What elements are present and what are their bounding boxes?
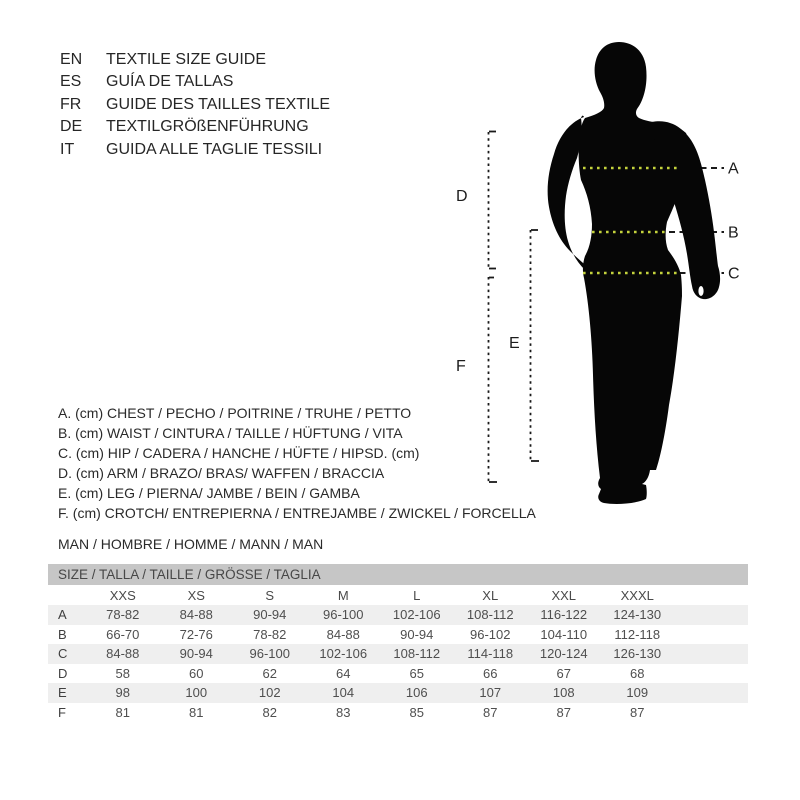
table-cell: 98: [115, 685, 130, 701]
row-label: D: [58, 665, 68, 681]
size-table: [48, 564, 748, 722]
column-header: XS: [187, 587, 205, 603]
language-code: EN: [60, 51, 83, 68]
table-row: [48, 664, 748, 684]
table-cell: 87: [556, 704, 571, 720]
table-cell: 108-112: [393, 646, 441, 662]
column-header: L: [413, 587, 421, 603]
table-cell: 116-122: [540, 607, 588, 623]
table-cell: 65: [409, 665, 424, 681]
table-cell: 102-106: [392, 607, 441, 623]
table-cell: 102: [258, 685, 281, 701]
table-cell: 62: [262, 665, 277, 681]
table-cell: 66: [483, 665, 498, 681]
language-code: FR: [60, 95, 82, 113]
column-header: XL: [482, 587, 499, 603]
table-cell: 66-70: [106, 626, 140, 642]
column-header: XXXL: [620, 587, 654, 603]
table-cell: 87: [483, 704, 498, 720]
table-row: [48, 703, 748, 723]
table-cell: 109: [626, 685, 649, 701]
table-row: [48, 644, 748, 664]
table-cell: 104-110: [540, 626, 588, 642]
table-cell: 84-88: [106, 646, 140, 662]
label-a: A: [728, 160, 739, 178]
language-code: IT: [60, 140, 75, 158]
measurement-legend: [58, 403, 536, 554]
column-header: M: [337, 587, 349, 603]
table-cell: 107: [479, 685, 502, 701]
table-cell: 58: [115, 665, 130, 681]
table-row: [48, 625, 748, 645]
language-title: GUIDA ALLE TAGLIE TESSILI: [106, 140, 323, 158]
table-cell: 78-82: [253, 626, 287, 642]
table-cell: 72-76: [179, 626, 213, 642]
legend-line-chest: A. (cm) CHEST / PECHO / POITRINE / TRUHE / PETTO: [58, 405, 412, 421]
language-code: DE: [60, 118, 83, 136]
size-table-column-headers: [48, 585, 748, 605]
row-label: A: [58, 607, 67, 623]
legend-line-arm: D. (cm) ARM / BRAZO/ BRAS/ WAFFEN / BRACCIA: [58, 465, 385, 481]
legend-line-leg: E. (cm) LEG / PIERNA/ JAMBE / BEIN / GAMBA: [58, 485, 360, 501]
legend-line-waist: B. (cm) WAIST / CINTURA / TAILLE / HÜFTUNG / VITA: [58, 425, 403, 441]
table-cell: 90-94: [400, 626, 434, 642]
table-cell: 68: [630, 665, 645, 681]
table-cell: 120-124: [539, 646, 588, 662]
hand-thumb-notch: [698, 286, 703, 296]
table-row: [48, 683, 748, 703]
gender-line: MAN / HOMBRE / HOMME / MANN / MAN: [58, 536, 324, 552]
row-label: C: [58, 646, 68, 662]
table-cell: 82: [262, 704, 277, 720]
label-c: C: [728, 265, 740, 283]
table-cell: 104: [332, 685, 355, 701]
row-label: E: [58, 685, 67, 701]
table-cell: 84-88: [326, 626, 360, 642]
column-header: XXS: [109, 587, 136, 603]
table-cell: 90-94: [253, 607, 287, 623]
table-cell: 124-130: [613, 607, 662, 623]
table-cell: 83: [336, 704, 351, 720]
table-cell: 102-106: [319, 646, 368, 662]
language-title: GUÍA DE TALLAS: [106, 73, 234, 91]
table-cell: 126-130: [613, 646, 662, 662]
legend-line-crotch: F. (cm) CROTCH/ ENTREPIERNA / ENTREJAMBE / ZWICKEL / FORCELLA: [58, 505, 536, 521]
table-cell: 96-100: [323, 607, 364, 623]
table-cell: 78-82: [106, 607, 140, 623]
language-code: ES: [60, 73, 82, 91]
label-f: F: [456, 358, 466, 375]
language-title: TEXTILE SIZE GUIDE: [106, 51, 267, 68]
table-cell: 96-100: [249, 646, 290, 662]
table-cell: 60: [189, 665, 204, 681]
language-title: GUIDE DES TAILLES TEXTILE: [106, 95, 331, 113]
table-cell: 87: [630, 704, 645, 720]
row-label: B: [58, 626, 67, 642]
table-cell: 108: [552, 685, 575, 701]
label-d: D: [456, 188, 468, 205]
table-cell: 114-118: [467, 646, 514, 662]
table-cell: 64: [336, 665, 351, 681]
label-b: B: [728, 224, 739, 242]
table-cell: 85: [409, 704, 424, 720]
table-cell: 81: [115, 704, 130, 720]
label-e: E: [509, 335, 520, 352]
table-row: [48, 605, 748, 625]
table-cell: 106: [405, 685, 428, 701]
table-cell: 84-88: [179, 607, 213, 623]
table-cell: 108-112: [466, 607, 514, 623]
table-cell: 67: [556, 665, 571, 681]
column-header: XXL: [551, 587, 577, 603]
size-table-header: SIZE / TALLA / TAILLE / GRÖSSE / TAGLIA: [48, 564, 748, 585]
row-label: F: [58, 704, 66, 720]
legend-line-hip: C. (cm) HIP / CADERA / HANCHE / HÜFTE / HIPSD. (cm): [58, 445, 420, 461]
language-title: TEXTILGRÖßENFÜHRUNG: [106, 118, 309, 136]
table-cell: 100: [185, 685, 208, 701]
table-cell: 81: [189, 704, 204, 720]
table-cell: 112-118: [614, 626, 661, 642]
table-cell: 96-102: [470, 626, 511, 642]
column-header: S: [265, 587, 275, 603]
table-cell: 90-94: [179, 646, 213, 662]
